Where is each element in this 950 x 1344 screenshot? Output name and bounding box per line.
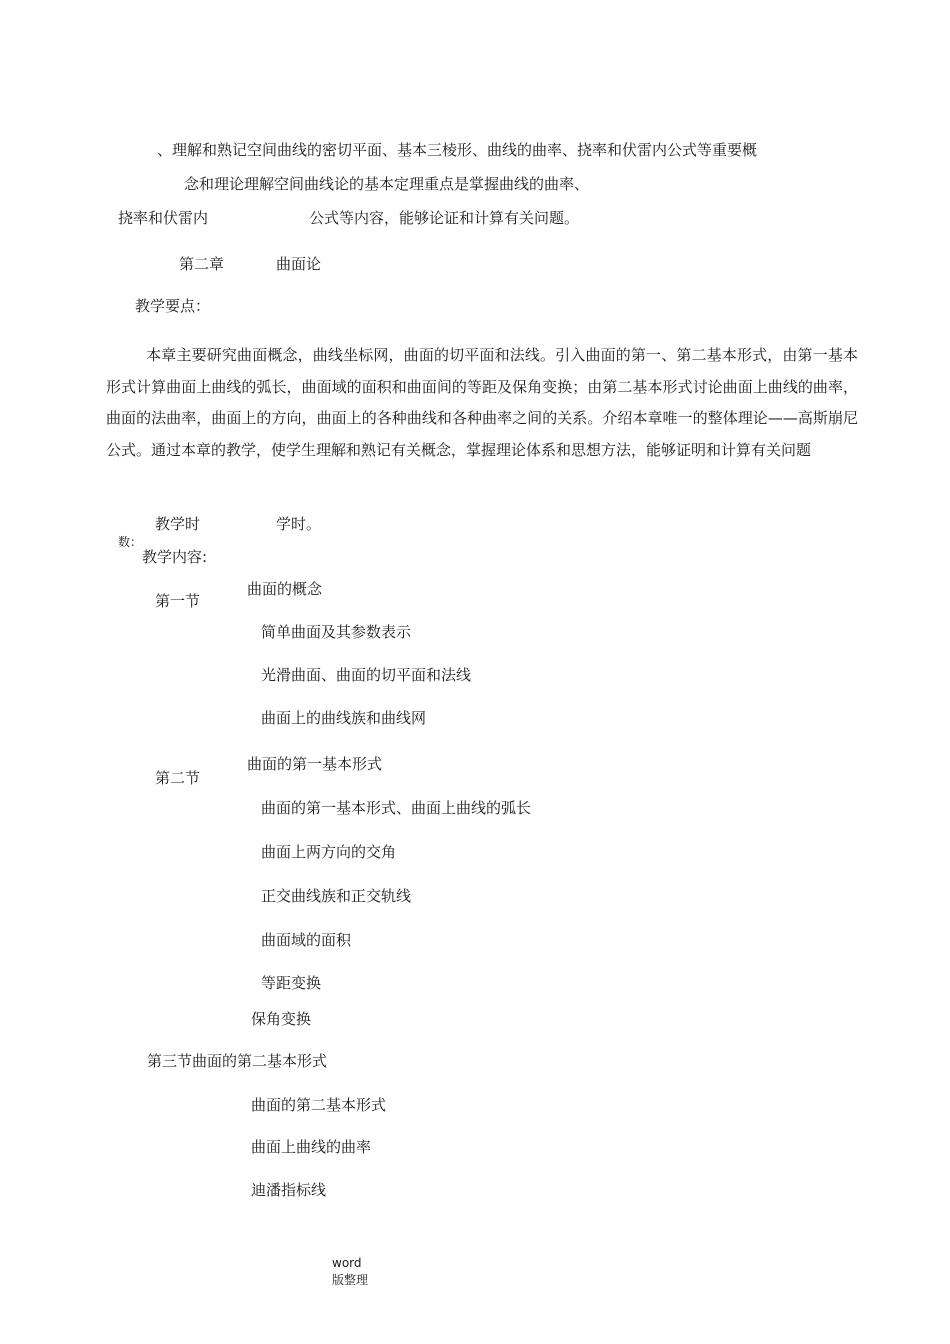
chapter-number: 第二章 [179,255,225,273]
intro-line-3a: 挠率和伏雷内 [118,209,209,227]
section-2-title: 曲面的第一基本形式 [247,755,383,773]
section-3-label: 第三节曲面的第二基本形式 [147,1052,328,1070]
section-2-label: 第二节 [155,769,201,787]
hours-unit: 学时。 [276,515,322,533]
hours-label: 教学时 [155,515,201,533]
chapter-title: 曲面论 [276,255,322,273]
section-2-item: 曲面的第一基本形式、曲面上曲线的弧长 [261,799,532,817]
section-1-label: 第一节 [155,592,201,610]
section-1-item: 曲面上的曲线族和曲线网 [261,709,427,727]
intro-line-3b: 公式等内容，能够论证和计算有关问题。 [309,209,580,227]
key-points-text: 本章主要研究曲面概念，曲线坐标网，曲面的切平面和法线。引入曲面的第一、第二基本形式，由第一基本形式计算曲面上曲线的弧长，曲面域的面积和曲面间的等距及保角变换；由第二基本形式讨论曲面上曲线的曲率，曲面的法曲率，曲面上的方向，曲面上的各种曲线和各种曲率之间的关系。介绍本章唯一的整体理论——高斯崩尼公式。通过本章的教学，使学生理解和熟记有关概念，掌握理论体系和思想方法，能够证明和计算有关问题 [106,346,858,459]
hours-label-tail: 数： [118,535,143,549]
footer-line-1: word [332,1256,362,1270]
section-2-item: 曲面上两方向的交角 [261,843,397,861]
section-2-item: 正交曲线族和正交轨线 [261,887,412,905]
section-3-item: 迪潘指标线 [251,1181,327,1199]
section-1-title: 曲面的概念 [247,580,323,598]
key-points-label: 教学要点： [135,297,211,315]
footer-line-2: 版整理 [332,1273,369,1287]
section-3-item: 曲面的第二基本形式 [251,1096,387,1114]
section-2-item: 曲面域的面积 [261,931,352,949]
section-1-item: 光滑曲面、曲面的切平面和法线 [261,666,472,684]
section-3-item: 曲面上曲线的曲率 [251,1138,372,1156]
content-label: 教学内容: [142,548,208,566]
key-points-paragraph [106,340,858,466]
section-2-item: 保角变换 [251,1010,312,1028]
intro-line-2: 念和理论理解空间曲线论的基本定理重点是掌握曲线的曲率、 [184,175,590,193]
intro-line-1: 、理解和熟记空间曲线的密切平面、基本三棱形、曲线的曲率、挠率和伏雷内公式等重要概 [157,141,758,159]
section-2-item: 等距变换 [261,974,322,992]
section-1-item: 简单曲面及其参数表示 [261,623,412,641]
